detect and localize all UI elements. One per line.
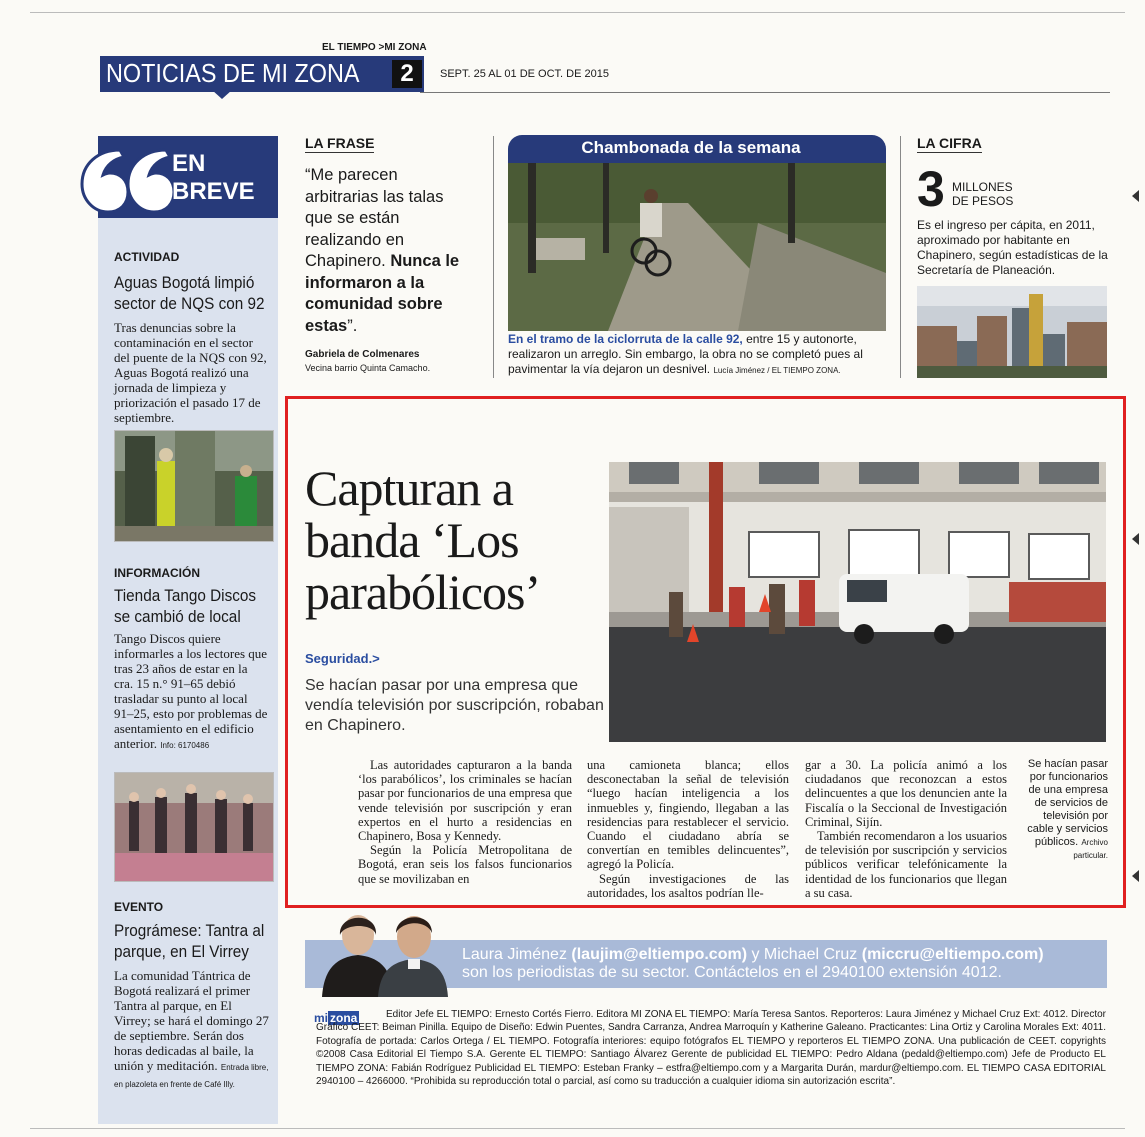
frase-author: Gabriela de Colmenares	[305, 349, 420, 360]
brief-title: Aguas Bogotá limpió sector de NQS con 92	[114, 273, 265, 313]
cifra-unit	[952, 180, 1013, 208]
brief-category: ACTIVIDAD	[114, 250, 180, 264]
en-breve-label-line1: EN	[172, 150, 206, 177]
cifra-unit-line2: DE PESOS	[952, 194, 1014, 208]
page-edge-mark	[1132, 190, 1139, 202]
column-divider	[493, 136, 494, 378]
page-number: 2	[392, 60, 422, 88]
brief-category: EVENTO	[114, 900, 164, 914]
brief-body	[114, 968, 269, 1092]
brief-title: Prográmese: Tantra al parque, en El Virrey	[114, 921, 265, 961]
section-title: NOTICIAS DE MI ZONA	[106, 58, 360, 88]
reporter-name: Laura Jiménez	[462, 946, 567, 963]
staff-credits: Editor Jefe EL TIEMPO: Ernesto Cortés Fierro. Editora MI ZONA EL TIEMPO: María Teresa Santos. Reporteros: Laura Jiménez y Michael Cruz Ext: 4012. Director Gráfico CEET: Beiman Pinilla. Equipo de Diseño: Edwin Puentes, Sandra Carranza, Andrea Marroquín y Katherine Galeano. Practicantes: Lina Ortiz y Carolina Morales Ext: 4011. Fotografía de portada: Carlos Ortega / EL TIEMPO. Fotografía interiores: equipo fotógrafos EL TIEMPO y reporteros EL TIEMPO ZONA. Una publicación de CEET. copyrights ©2008 Casa Editorial El Tiempo S.A. Gerente EL TIEMPO: Santiago Álvarez Gerente de publicidad EL TIEMPO: Pedro Aldana (pedald@eltiempo.com) Jefe de Producto EL TIEMPO ZONA: Fabián Rodríguez Publicidad EL TIEMPO: Esteban Franky – estfra@eltiempo.com y a Margarita Durán, mardur@eltiempo.com. EL TIEMPO CASA EDITORIAL 2940100 – 4266000. “Prohibida su reproducción total o parcial, así como su traducción a cualquier idioma sin autorización escrita”.	[316, 1009, 1106, 1088]
quote-icon	[76, 142, 176, 218]
article-paragraph: Las autoridades capturaron a la banda ‘los parabólicos’, los criminales se hacían pasar por funcionarios de una empresa que vende televisión por suscripción y eran expertos en el hurto a residencias en Chapinero, Bosa y Kennedy.	[358, 758, 572, 844]
article-paragraph: Según la Policía Metropolitana de Bogotá, eran seis los falsos funcionarios que se movilizaban en	[358, 843, 572, 886]
chambonada-title: Chambonada de la semana	[581, 138, 801, 157]
frase-quote-start: “Me parecen arbitrarias las talas que se están realizando en Chapinero.	[305, 166, 444, 270]
brief-body-text: Tango Discos quiere informarles a los lectores que tras 23 años de estar en la cra. 15 n.° 91–65 debió trasladar su punto al local 91–25, esto por problemas de asentamiento en el edificio anterior.	[114, 631, 268, 751]
article-paragraph: También recomendaron a los usuarios de televisión por suscripción y servicios públicos verificar telefónicamente la identidad de los funcionarios que llegan a su casa.	[805, 829, 1007, 900]
main-deck: Se hacían pasar por una empresa que vendía televisión por suscripción, robaban en Chapinero.	[305, 677, 604, 734]
chambonada-credit: Lucía Jiménez / EL TIEMPO ZONA.	[713, 366, 841, 375]
reporter-email[interactable]: (laujim@eltiempo.com)	[571, 946, 748, 963]
cifra-text: Es el ingreso per cápita, en 2011, aproximado por habitante en Chapinero, según estadísticas de la Secretaría de Planeación.	[917, 218, 1108, 277]
article-paragraph: gar a 30. La policía animó a los ciudadanos que reconozcan a estos delincuentes a que los denuncien ante la Fiscalía o la Seccional de Investigación Criminal, Sijín.	[805, 758, 1007, 829]
cifra-unit-line1: MILLONES	[952, 180, 1013, 194]
article-column-1	[358, 758, 572, 886]
kicker: EL TIEMPO >MI ZONA	[322, 42, 427, 53]
cleanup-photo	[114, 430, 274, 542]
issue-date: SEPT. 25 AL 01 DE OCT. DE 2015	[440, 68, 609, 80]
brief-note: Info: 6170486	[160, 741, 210, 750]
main-headline: Capturan a banda ‘Los parabólicos’	[305, 460, 541, 620]
chapinero-skyline-photo	[917, 286, 1107, 378]
reporters-conjunction: y	[747, 946, 764, 963]
reporters-contact-line: son los periodistas de su sector. Contáctelos en el 2940100 extensión 4012.	[462, 964, 1002, 981]
page-edge-mark	[1132, 533, 1139, 545]
header-rule	[420, 92, 1110, 93]
brief-title: Tienda Tango Discos se cambió de local	[114, 586, 257, 626]
brief-category: INFORMACIÓN	[114, 566, 200, 580]
frase-quote-end: ”.	[347, 316, 358, 335]
cifra-number: 3	[917, 161, 945, 217]
article-paragraph: una camioneta blanca; ellos desconectaban la señal de televisión “luego hacían inteligencia a los inmuebles y, fingiendo, llegaban a las residencias para restablecer el servicio. Cuando el ciudadano abría se convertían en temibles delincuentes”, agregó la Policía.	[587, 758, 789, 872]
brief-body: Tras denuncias sobre la contaminación en el sector del puente de la NQS con 92, Aguas Bogotá realizó una jornada de limpieza y priorización el pasado 17 de septiembre.	[114, 320, 267, 425]
bottom-rule	[30, 1128, 1125, 1129]
brief-note: Entrada libre, en plazoleta en frente de Café Illy.	[114, 1063, 269, 1089]
photo-caption	[1024, 758, 1108, 862]
main-section-tag: Seguridad.>	[305, 651, 380, 666]
frase-author-role: Vecina barrio Quinta Camacho.	[305, 363, 431, 373]
photo-credit: Archivo particular.	[1073, 838, 1108, 860]
brief-body-text: La comunidad Tántrica de Bogotá realizará el primer Tantra al parque, en El Virrey; se hará el domingo 27 de septiembre. Serán dos horas dedicadas al baile, la unión y meditación.	[114, 968, 269, 1073]
top-rule	[30, 12, 1125, 13]
logo-zona: zona	[330, 1011, 358, 1025]
frase-quote	[305, 165, 475, 337]
reporter-email[interactable]: (miccru@eltiempo.com)	[861, 946, 1044, 963]
chambonada-caption-bold: En el tramo de la ciclorruta de la calle 92,	[508, 332, 743, 346]
article-column-2	[587, 758, 789, 900]
chambonada-caption	[508, 332, 888, 378]
logo-mi: mi	[314, 1011, 329, 1025]
article-column-3	[805, 758, 1007, 900]
cifra-heading: LA CIFRA	[917, 135, 982, 151]
frase-heading: LA FRASE	[305, 135, 375, 151]
arrest-scene-photo	[609, 462, 1106, 742]
photo-caption-text: Se hacían pasar por funcionarios de una empresa de servicios de televisión por cable y servicios públicos.	[1027, 758, 1108, 848]
en-breve-label-line2: BREVE	[172, 178, 255, 205]
brief-body	[114, 631, 269, 753]
page-edge-mark	[1132, 870, 1139, 882]
reporters-photo	[318, 905, 448, 997]
en-breve-label	[172, 150, 255, 206]
reporter-name: Michael Cruz	[763, 946, 858, 963]
column-divider	[900, 136, 901, 378]
chambonada-caption-text: entre 15 y autonorte, realizaron un arreglo. Sin embargo, la obra no se completó pues al pavimentar la vía dejaron un desnivel.	[508, 332, 863, 376]
bikepath-photo	[508, 163, 886, 331]
article-paragraph: Según investigaciones de las autoridades, los asaltos podrían lle-	[587, 871, 789, 900]
reporters-contact	[462, 946, 1102, 982]
tantra-photo	[114, 772, 274, 882]
banner-pointer	[212, 90, 232, 99]
frase-quote-bold: Nunca le informaron a la comunidad sobre estas	[305, 252, 460, 335]
